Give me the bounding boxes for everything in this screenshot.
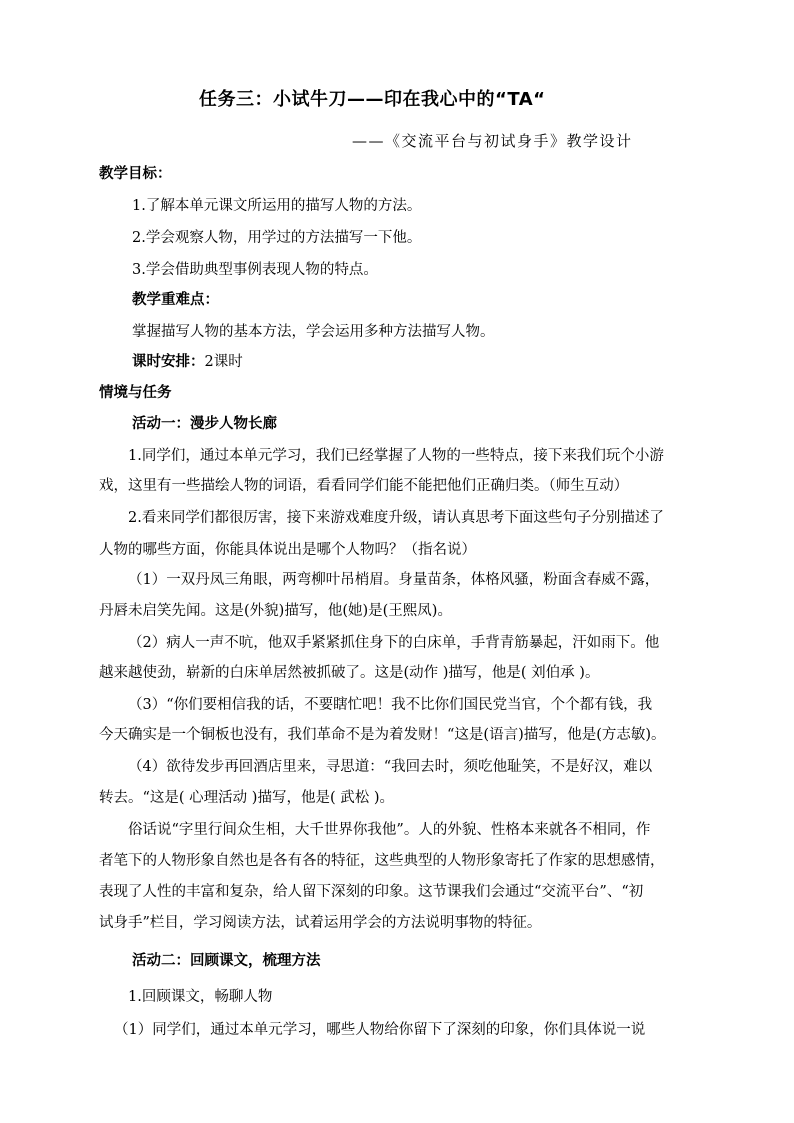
document-title: 任务三：小试牛刀——印在我心中的“TA“ (199, 89, 546, 110)
activity1-q1-line2: 丹唇未启笑先闻。这是(外貌)描写，他(她)是(王熙凤)。 (99, 603, 452, 619)
activity1-p2-line2: 人物的哪些方面，你能具体说出是哪个人物吗？（指名说） (99, 542, 476, 558)
document-subtitle: ——《交流平台与初试身手》教学设计 (352, 132, 633, 150)
activity2-heading: 活动二：回顾课文，梳理方法 (132, 952, 321, 969)
activity1-heading: 活动一：漫步人物长廊 (132, 415, 277, 432)
activity1-q4-line2: 转去。“这是( 心理活动 )描写，他是( 武松 )。 (99, 790, 394, 806)
key-points-heading: 教学重难点： (132, 291, 219, 308)
activity1-p1-line1: 1.同学们，通过本单元学习，我们已经掌握了人物的一些特点，接下来我们玩个小游 (128, 448, 664, 464)
activity1-q3-line1: （3）“你们要相信我的话，不要瞎忙吧！我不比你们国民党当官，个个都有钱，我 (128, 697, 653, 713)
schedule-value: 2课时 (204, 354, 243, 370)
situation-heading: 情境与任务 (99, 384, 172, 401)
goal-item-2: 2.学会观察人物，用学过的方法描写一下他。 (132, 230, 422, 246)
activity1-p3-line1: 俗话说“字里行间众生相，大千世界你我他”。人的外貌、性格本来就各不相同，作 (128, 822, 651, 838)
activity1-p1-line2: 戏，这里有一些描绘人物的词语，看看同学们能不能把他们正确归类。（师生互动） (99, 478, 629, 494)
goals-heading: 教学目标： (99, 165, 172, 182)
activity1-p2-line1: 2.看来同学们都很厉害，接下来游戏难度升级，请认真思考下面这些句子分别描述了 (128, 510, 664, 526)
activity1-p3-line4: 试身手”栏目，学习阅读方法，试着运用学会的方法说明事物的特征。 (99, 915, 542, 931)
goal-item-3: 3.学会借助典型事例表现人物的特点。 (132, 262, 378, 278)
activity1-p3-line3: 表现了人性的丰富和复杂，给人留下深刻的印象。这节课我们会通过“交流平台”、“初 (99, 884, 644, 900)
activity1-q2-line2: 越来越使劲，崭新的白床单居然被抓破了。这是(动作 )描写，他是( 刘伯承 )。 (99, 665, 600, 681)
activity1-q2-line1: （2）病人一声不吭，他双手紧紧抓住身下的白床单，手背青筋暴起，汗如雨下。他 (128, 635, 660, 651)
key-points-text: 掌握描写人物的基本方法，学会运用多种方法描写人物。 (132, 324, 495, 340)
activity2-q1-line1: （1）同学们，通过本单元学习，哪些人物给你留下了深刻的印象，你们具体说一说 (114, 1022, 646, 1038)
activity1-q1-line1: （1）一双丹凤三角眼，两弯柳叶吊梢眉。身量苗条，体格风骚，粉面含春威不露， (128, 572, 660, 588)
activity1-q4-line1: （4）欲待发步再回酒店里来，寻思道：“我回去时，须吃他耻笑，不是好汉，难以 (128, 759, 653, 775)
activity1-q3-line2: 今天确实是一个铜板也没有，我们革命不是为着发财！“这是(语言)描写，他是(方志敏)。 (99, 727, 666, 743)
goal-item-1: 1.了解本单元课文所运用的描写人物的方法。 (132, 198, 422, 214)
schedule-line (132, 352, 243, 372)
schedule-label: 课时安排： (132, 353, 205, 370)
activity2-sub1: 1.回顾课文，畅聊人物 (128, 989, 273, 1005)
activity1-p3-line2: 者笔下的人物形象自然也是各有各的特征，这些典型的人物形象寄托了作家的思想感情， (99, 853, 665, 869)
